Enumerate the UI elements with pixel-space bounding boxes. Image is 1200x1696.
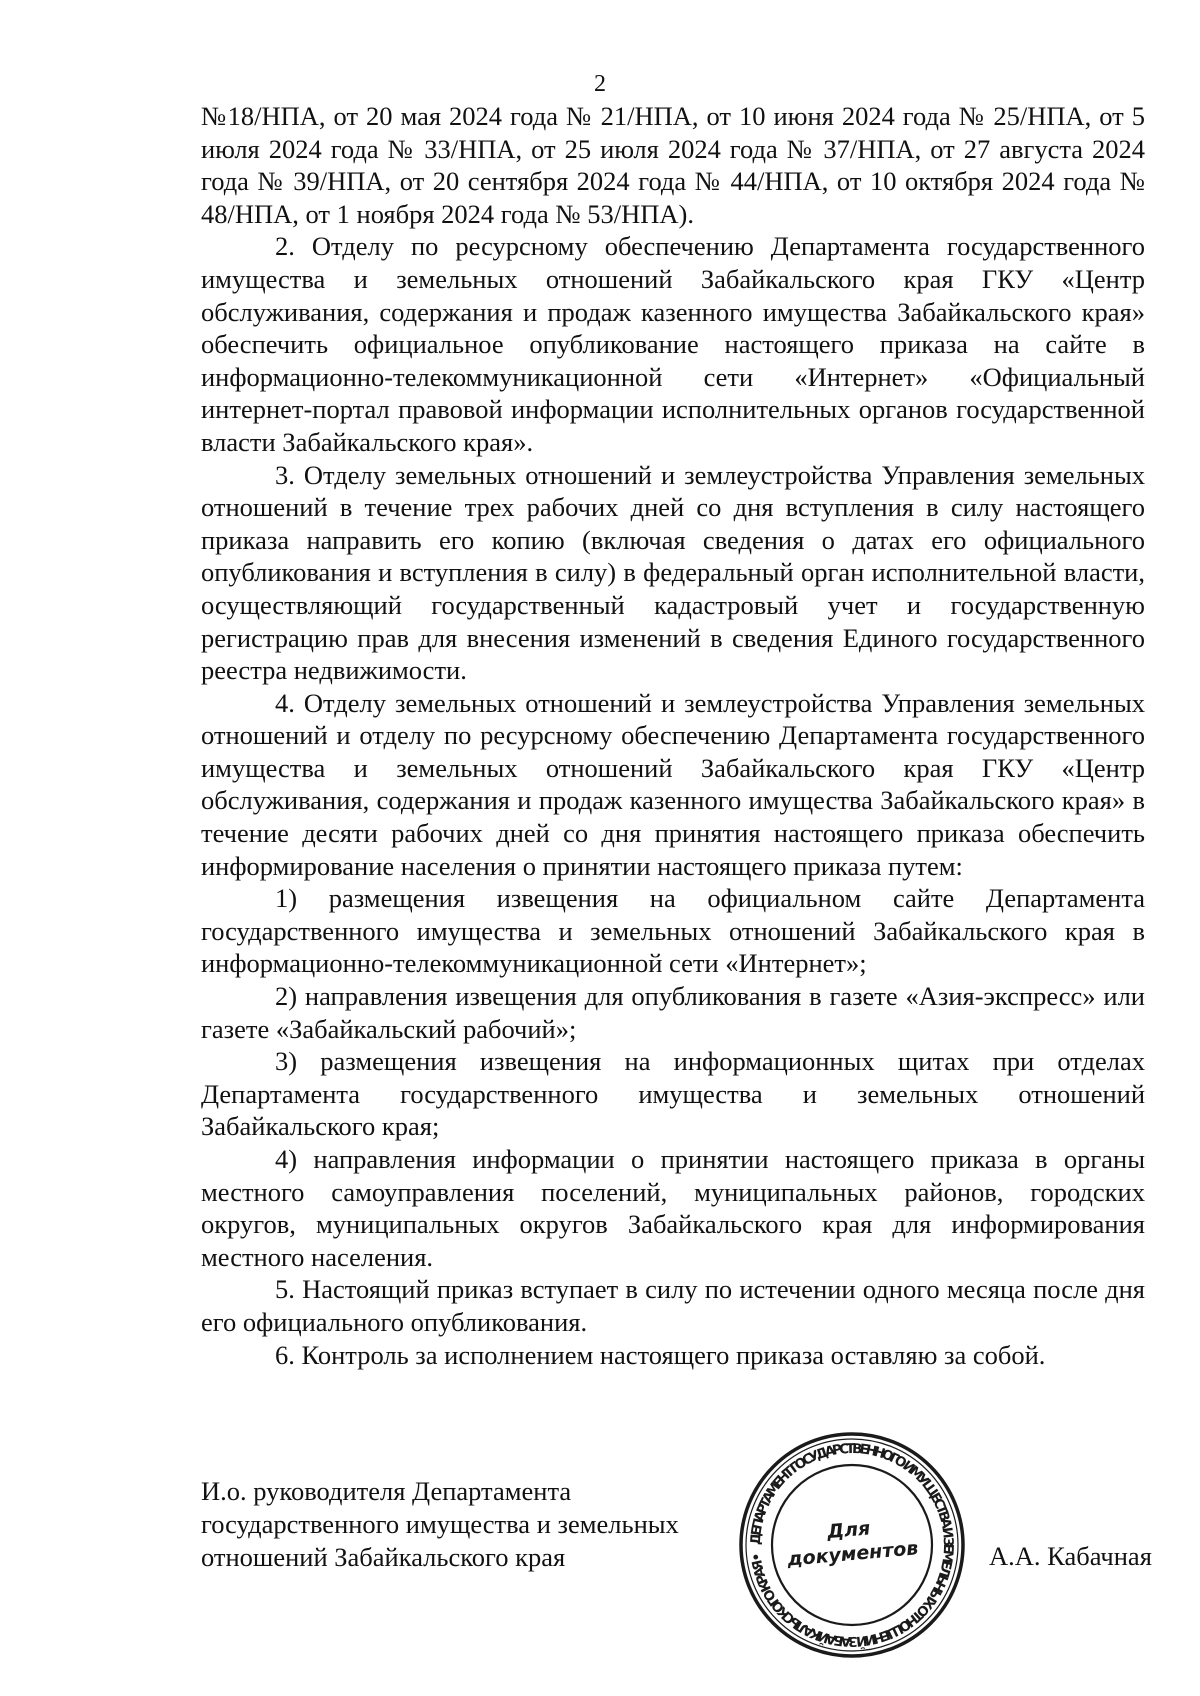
- official-seal: [737, 1430, 967, 1660]
- page-number: 2: [594, 71, 606, 97]
- paragraph-item-6: 6. Контроль за исполнением настоящего приказа оставляю за собой.: [275, 1339, 1046, 1370]
- position-line: государственного имущества и земельных: [201, 1509, 679, 1539]
- paragraph-item-4: 4. Отделу земельных отношений и землеустройства Управления земельных отношений и отделу по ресурсному обеспечению Департамента государственного имущества и земельных отношений Забайкальского края ГКУ «Центр обслуживания, содержания и продаж казенного имущества Забайкальского края» в течение десяти рабочих дней со дня принятия настоящего приказа обеспечить информирование населения о принятии настоящего приказа путем:: [201, 687, 1145, 881]
- document-body: [201, 100, 1145, 1371]
- subitem-4: 4) направления информации о принятии настоящего приказа в органы местного самоуправления поселений, муниципальных районов, городских округов, муниципальных округов Забайкальского края для информирования местного населения.: [201, 1144, 1145, 1272]
- paragraph-item-3: 3. Отделу земельных отношений и землеустройства Управления земельных отношений в течение трех рабочих дней со дня вступления в силу настоящего приказа направить его копию (включая сведения о датах его официального опубликования и вступления в силу) в федеральный орган исполнительной власти, осуществляющий государственный кадастровый учет и государственную регистрацию прав для внесения изменений в сведения Единого государственного реестра недвижимости.: [201, 459, 1145, 686]
- subitem-1: 1) размещения извещения на официальном сайте Департамента государственного имущества и земельных отношений Забайкальского края в информационно-телекоммуникационной сети «Интернет»;: [201, 883, 1145, 979]
- position-line: отношений Забайкальского края: [201, 1542, 566, 1572]
- seal-center-line-2: документов: [786, 1537, 920, 1571]
- paragraph-item-2: 2. Отделу по ресурсному обеспечению Департамента государственного имущества и земельных отношений Забайкальского края ГКУ «Центр обслуживания, содержания и продаж казенного имущества Забайкальского края» обеспечить официальное опубликование настоящего приказа на сайте в информационно-телекоммуникационной сети «Интернет» «Официальный интернет-портал правовой информации исполнительных органов государственной власти Забайкальского края».: [201, 231, 1145, 457]
- signer-name: А.А. Кабачная: [989, 1541, 1152, 1571]
- seal-center-line-1: Для: [826, 1517, 872, 1544]
- signatory-position: [201, 1475, 721, 1574]
- paragraph-continuation: №18/НПА, от 20 мая 2024 года № 21/НПА, от 10 июня 2024 года № 25/НПА, от 5 июля 2024 года № 33/НПА, от 25 июля 2024 года № 37/НПА, от 27 августа 2024 года № 39/НПА, от 20 сентября 2024 года № 44/НПА, от 10 октября 2024 года № 48/НПА, от 1 ноября 2024 года № 53/НПА).: [201, 101, 1145, 229]
- subitem-2: 2) направления извещения для опубликования в газете «Азия-экспресс» или газете «Забайкальский рабочий»;: [201, 981, 1145, 1044]
- position-line: И.о. руководителя Департамента: [201, 1476, 572, 1506]
- subitem-3: 3) размещения извещения на информационных щитах при отделах Департамента государственного имущества и земельных отношений Забайкальского края;: [201, 1046, 1145, 1142]
- seal-ring-textpath: ДЕПАРТАМЕНТ ГОСУДАРСТВЕННОГО ИМУЩЕСТВА И ЗЕМЕЛЬНЫХ ОТНОШЕНИЙ ЗАБАЙКАЛЬСКОГО КРАЯ •: [747, 1440, 957, 1650]
- paragraph-item-5: 5. Настоящий приказ вступает в силу по истечении одного месяца после дня его официального опубликования.: [201, 1274, 1145, 1337]
